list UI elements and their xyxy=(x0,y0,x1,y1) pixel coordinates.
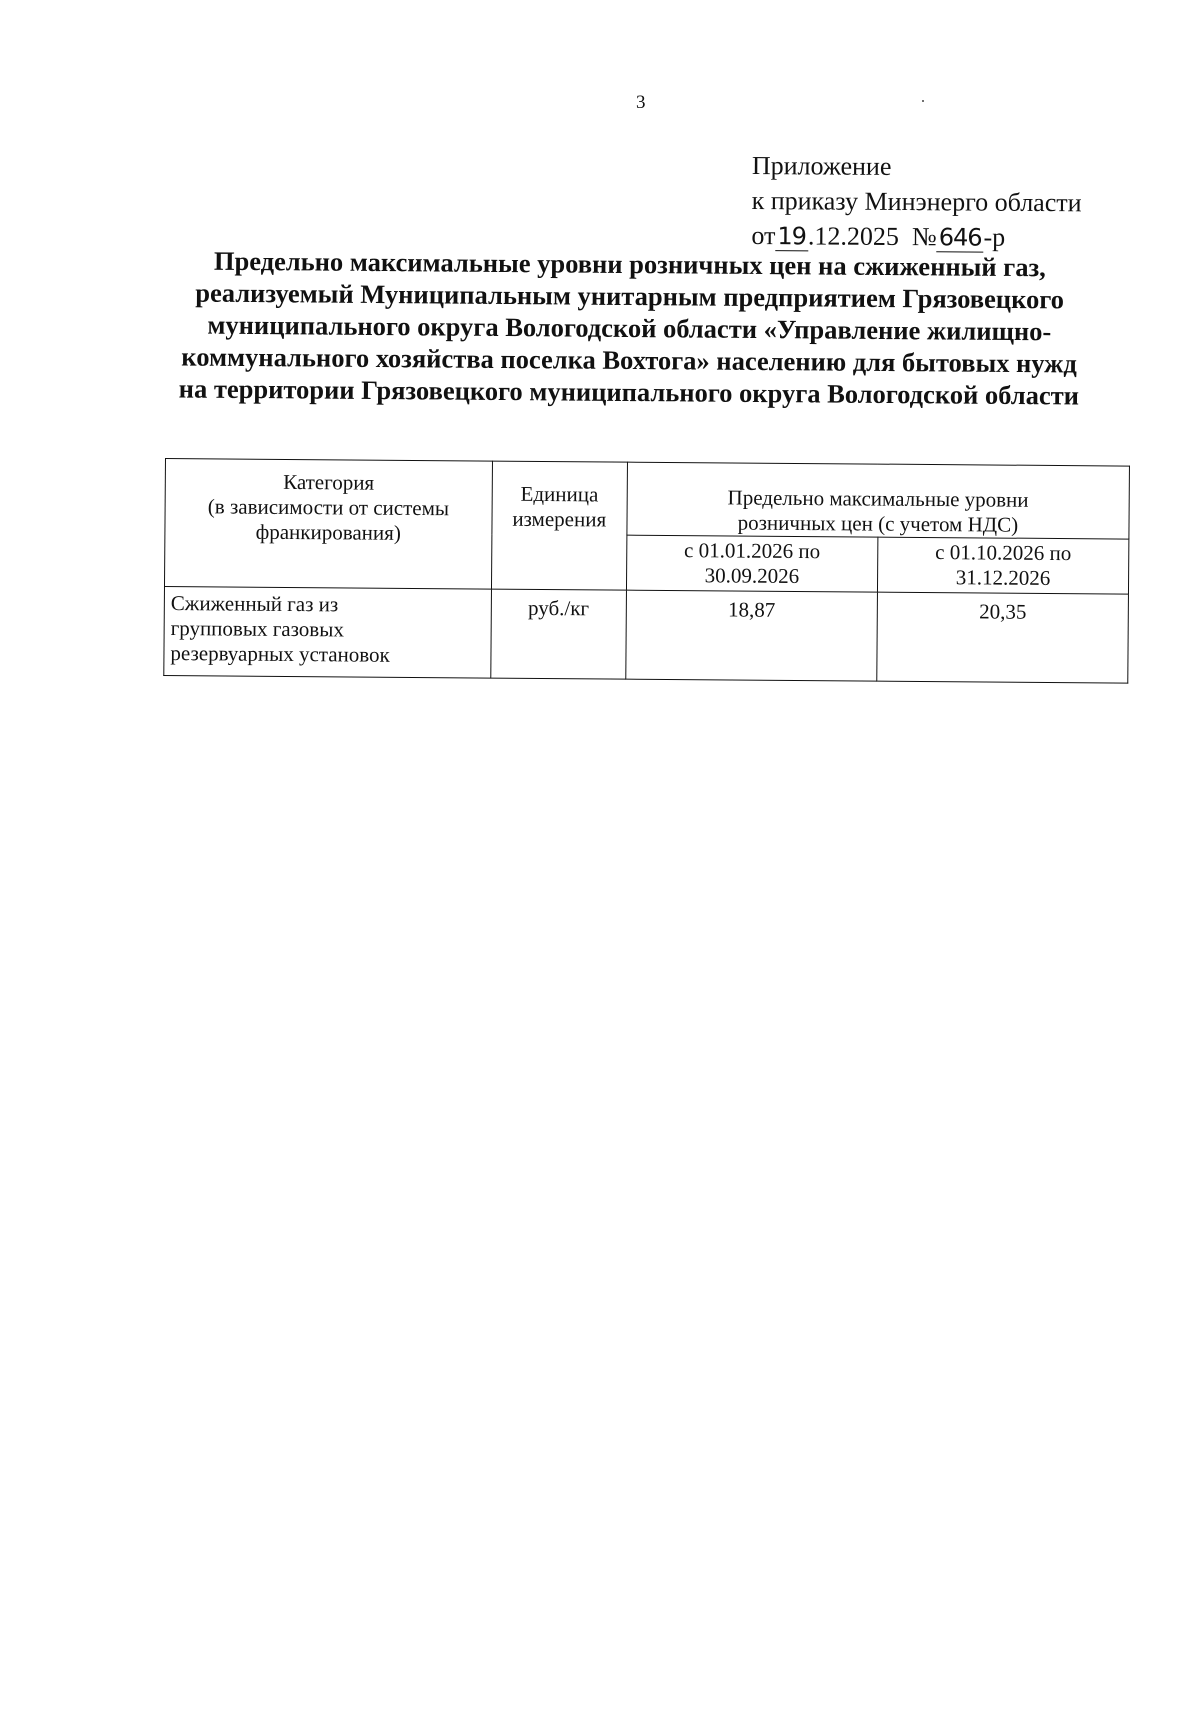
table-header-row xyxy=(165,459,1130,540)
handwritten-day: 19 xyxy=(775,222,808,251)
appendix-order-ref: к приказу Минэнерго области xyxy=(751,185,1082,218)
title-line: коммунального хозяйства поселка Вохтога» населению для бытовых нужд xyxy=(181,341,1077,379)
handwritten-number: 646 xyxy=(937,223,984,252)
table-row xyxy=(164,586,1129,683)
title-line: на территории Грязовецкого муниципального округа Вологодской области xyxy=(178,373,1080,411)
header-unit: Единица измерения xyxy=(491,461,627,590)
price-table-wrapper xyxy=(163,458,1130,684)
date-rest: .12.2025 xyxy=(807,221,900,252)
title-line: Предельно максимальные уровни розничных цен на сжиженный газ, xyxy=(213,245,1046,283)
document-title xyxy=(149,244,1110,412)
scan-speck xyxy=(922,100,924,102)
cell-unit: руб./кг xyxy=(490,589,626,679)
cell-price-period-2: 20,35 xyxy=(877,592,1129,683)
title-line: муниципального округа Вологодской области «Управление жилищно- xyxy=(207,309,1052,347)
cell-price-period-1: 18,87 xyxy=(626,590,878,681)
header-category: Категория (в зависимости от системы франкирования) xyxy=(164,459,492,590)
header-period-1: с 01.01.2026 по 30.09.2026 xyxy=(626,535,878,592)
header-period-2: с 01.10.2026 по 31.12.2026 xyxy=(877,537,1129,594)
number-suffix: -р xyxy=(983,222,1006,252)
date-prefix: от xyxy=(751,220,776,251)
price-table xyxy=(163,458,1130,684)
title-line: реализуемый Муниципальным унитарным предприятием Грязовецкого xyxy=(195,277,1065,315)
number-prefix: № xyxy=(911,222,937,252)
appendix-block xyxy=(751,148,1082,256)
appendix-title: Приложение xyxy=(751,150,892,181)
page-number: 3 xyxy=(636,92,646,113)
header-price-group: Предельно максимальные уровни розничных цен (с учетом НДС) xyxy=(627,462,1130,539)
cell-category: Сжиженный газ из групповых газовых резервуарных установок xyxy=(164,586,491,678)
